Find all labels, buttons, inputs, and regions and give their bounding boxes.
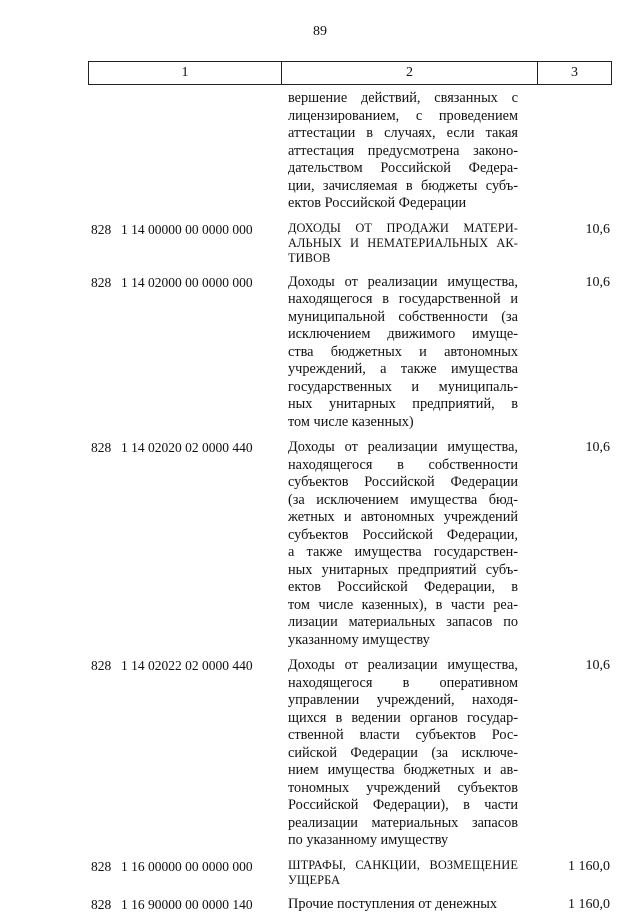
description-line: субъектов Российской Федерации	[288, 474, 518, 490]
description-line: Доходы от реализации имущества,	[288, 273, 518, 290]
classification-code	[91, 439, 286, 457]
revenue-description	[288, 439, 518, 649]
classification-code	[91, 858, 286, 876]
amount-value: 10,6	[585, 658, 610, 673]
description-line: государственных и муниципаль-	[288, 378, 518, 395]
description-line: ДОХОДЫ ОТ ПРОДАЖИ МАТЕРИ-	[288, 220, 518, 235]
description-line: Российской Федерации), в части	[288, 797, 518, 813]
description-line: жетных и автономных учреждений	[288, 509, 518, 525]
description-line: ции, зачисляемая в бюджеты субъ-	[288, 177, 518, 194]
revenue-description	[288, 90, 518, 213]
administrator-code: 828	[91, 858, 112, 874]
table-body	[0, 90, 640, 921]
description-line: ектов Российской Федерации, в	[288, 579, 518, 595]
revenue-code: 1 14 02022 02 0000 440	[121, 658, 253, 673]
description-line: исключением движимого имуще-	[288, 326, 518, 342]
description-line: по указанному имуществу	[288, 832, 449, 848]
description-line: ства бюджетных и автономных	[288, 343, 518, 360]
description-line: (за исключением имущества бюд-	[288, 491, 518, 508]
description-line: УЩЕРБА	[288, 872, 341, 887]
revenue-code: 1 16 00000 00 0000 000	[121, 858, 253, 874]
description-line: находящегося в собственности	[288, 456, 518, 473]
amount-value: 1 160,0	[568, 896, 610, 912]
header-col-description: 2	[282, 62, 538, 84]
description-line: тономных учреждений субъектов	[288, 779, 518, 796]
revenue-description	[288, 274, 518, 432]
amount-value: 1 160,0	[568, 858, 610, 874]
classification-code	[91, 274, 286, 292]
description-line: Доходы от реализации имущества,	[288, 439, 518, 455]
administrator-code: 828	[91, 440, 112, 455]
table-row	[0, 90, 640, 213]
description-line: ШТРАФЫ, САНКЦИИ, ВОЗМЕЩЕНИЕ	[288, 857, 518, 872]
description-line: указанному имуществу	[288, 631, 430, 648]
revenue-code: 1 14 00000 00 0000 000	[121, 221, 253, 237]
description-line: а также имущества государствен-	[288, 544, 518, 560]
description-line: аттестация предусмотрена законо-	[288, 142, 518, 159]
administrator-code: 828	[91, 221, 112, 237]
revenue-code: 1 14 02020 02 0000 440	[121, 440, 253, 455]
description-line: находящегося в оперативном	[288, 674, 518, 691]
description-line: субъектов Российской Федерации,	[288, 526, 518, 543]
description-line: лизации материальных запасов по	[288, 614, 518, 630]
description-line: управлении учреждений, находя-	[288, 692, 518, 708]
description-line: том числе казенных), в части реа-	[288, 596, 518, 613]
amount-value: 10,6	[585, 440, 610, 455]
description-line: сийской Федерации (за исключе-	[288, 744, 518, 761]
table-row	[0, 657, 640, 850]
description-line: ных унитарных предприятий субъ-	[288, 561, 518, 578]
classification-code	[91, 657, 286, 675]
description-line: ектов Российской Федерации	[288, 195, 467, 211]
classification-code	[91, 90, 286, 108]
description-line: муниципальной собственности (за	[288, 308, 518, 325]
table-row	[0, 439, 640, 649]
amount-value: 10,6	[585, 274, 610, 290]
revenue-description	[288, 657, 518, 850]
description-line: ных унитарных предприятий, в	[288, 396, 518, 412]
description-line: аттестации в случаях, если такая	[288, 125, 518, 141]
description-line: АЛЬНЫХ И НЕМАТЕРИАЛЬНЫХ АК-	[288, 235, 518, 250]
description-line: ТИВОВ	[288, 250, 331, 265]
description-line: учреждений, а также имущества	[288, 361, 518, 377]
revenue-description	[288, 221, 518, 266]
amount-value: 10,6	[585, 221, 610, 237]
classification-code	[91, 221, 286, 239]
revenue-code: 1 14 02000 00 0000 000	[121, 274, 253, 290]
description-line: вершение действий, связанных с	[288, 90, 518, 106]
revenue-code: 1 16 90000 00 0000 140	[121, 896, 253, 912]
revenue-description	[288, 858, 518, 888]
table-header	[88, 61, 612, 85]
administrator-code: 828	[91, 274, 112, 290]
table-row	[0, 896, 640, 914]
table-row	[0, 274, 640, 432]
description-line: Доходы от реализации имущества,	[288, 657, 518, 673]
header-col-code: 1	[89, 62, 282, 84]
table-row	[0, 858, 640, 888]
description-line: Прочие поступления от денежных	[288, 895, 497, 912]
description-line: ственной власти субъектов Рос-	[288, 727, 518, 743]
revenue-description	[288, 896, 518, 914]
description-line: том числе казенных)	[288, 413, 414, 430]
description-line: лицензированием, с проведением	[288, 107, 518, 124]
administrator-code: 828	[91, 896, 112, 912]
page-number: 89	[313, 24, 327, 39]
header-col-amount: 3	[571, 65, 578, 80]
description-line: реализации материальных запасов	[288, 814, 518, 831]
description-line: щихся в ведении органов государ-	[288, 709, 518, 726]
description-line: дательством Российской Федера-	[288, 160, 518, 176]
table-row	[0, 221, 640, 266]
description-line: нием имущества бюджетных и ав-	[288, 762, 518, 778]
description-line: находящегося в государственной и	[288, 291, 518, 307]
administrator-code: 828	[91, 658, 112, 673]
